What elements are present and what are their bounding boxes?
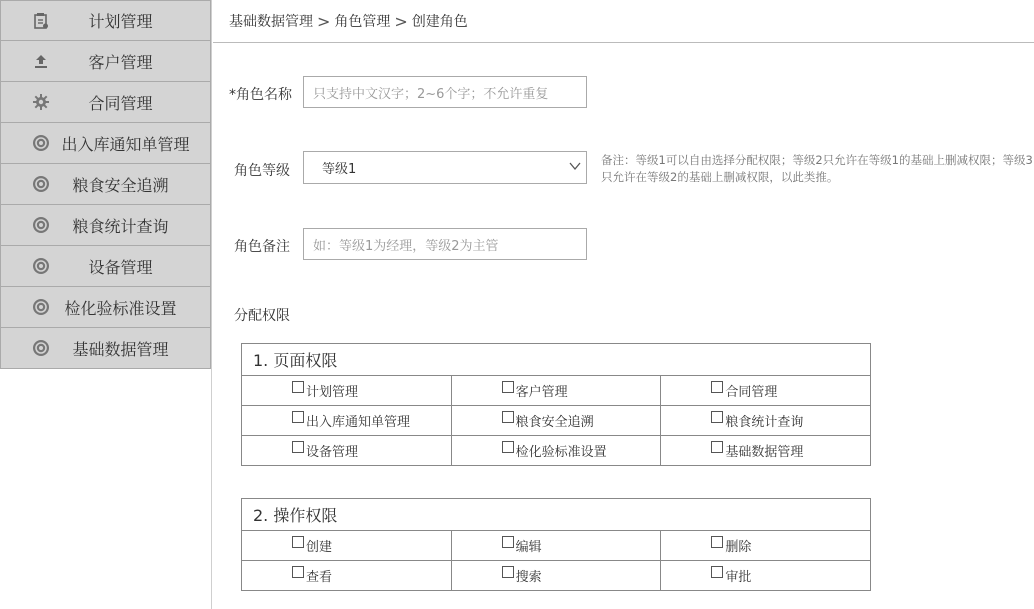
sidebar-item-label: 检化验标准设置 <box>64 298 177 318</box>
checkbox-label: 粮食统计查询 <box>725 414 804 430</box>
checkbox-label: 审批 <box>725 569 752 585</box>
role-remark-label: 角色备注 <box>234 239 290 255</box>
perm-checkbox-create[interactable] <box>292 536 332 555</box>
perm-checkbox-contract[interactable] <box>711 381 777 400</box>
role-name-label: *角色名称 <box>229 87 292 103</box>
role-level-value: 等级1 <box>322 162 357 177</box>
sidebar-item-device[interactable] <box>0 246 211 287</box>
page-permissions-heading: 1. 页面权限 <box>242 344 871 376</box>
chevron-right-icon: > <box>394 11 408 31</box>
checkbox-label: 删除 <box>725 539 752 555</box>
breadcrumb-item-role-mgmt[interactable]: 角色管理 <box>334 14 391 30</box>
sidebar-item-label: 粮食统计查询 <box>72 216 169 236</box>
checkbox-label: 编辑 <box>515 539 542 555</box>
perm-checkbox-customer[interactable] <box>502 381 568 400</box>
checkbox-label: 搜索 <box>515 569 542 585</box>
role-level-label: 角色等级 <box>234 163 290 179</box>
page-permissions-table <box>241 343 871 466</box>
perm-checkbox-approve[interactable] <box>711 566 751 585</box>
perm-checkbox-delete[interactable] <box>711 536 751 555</box>
breadcrumb-item-base-data[interactable]: 基础数据管理 <box>229 14 313 30</box>
sidebar-item-plan[interactable] <box>0 0 211 41</box>
operation-permissions-table <box>241 498 871 591</box>
perm-checkbox-search[interactable] <box>502 566 542 585</box>
perm-checkbox-base-data[interactable] <box>711 441 803 460</box>
checkbox-label: 检化验标准设置 <box>515 444 607 460</box>
role-remark-input[interactable]: 如：等级1为经理，等级2为主管 <box>303 228 587 260</box>
sidebar-item-label: 出入库通知单管理 <box>61 134 190 154</box>
checkbox-label: 创建 <box>306 539 333 555</box>
sidebar-item-label: 设备管理 <box>88 257 153 277</box>
checkbox-label: 设备管理 <box>306 444 359 460</box>
role-name-input[interactable]: 只支持中文汉字；2~6个字；不允许重复 <box>303 76 587 108</box>
sidebar-item-label: 客户管理 <box>88 52 153 72</box>
sidebar-item-label: 粮食安全追溯 <box>72 175 169 195</box>
breadcrumb <box>213 0 1034 43</box>
role-level-note: 备注：等级1可以自由选择分配权限；等级2只允许在等级1的基础上删减权限；等级3只允许在等级2的基础上删减权限，以此类推。 <box>601 153 1033 184</box>
perm-checkbox-plan[interactable] <box>292 381 358 400</box>
sidebar-item-inspection[interactable] <box>0 287 211 328</box>
table-row <box>242 561 871 591</box>
perm-checkbox-grain-stats[interactable] <box>711 411 803 430</box>
perm-checkbox-inspection[interactable] <box>502 441 607 460</box>
perm-checkbox-stock-notice[interactable] <box>292 411 410 430</box>
sidebar <box>0 0 212 609</box>
table-row <box>242 531 871 561</box>
breadcrumb-item-create-role: 创建角色 <box>411 14 468 30</box>
table-row <box>242 436 871 466</box>
sidebar-item-stock-notice[interactable] <box>0 123 211 164</box>
sidebar-item-grain-stats[interactable] <box>0 205 211 246</box>
sidebar-item-customer[interactable] <box>0 41 211 82</box>
checkbox-label: 粮食安全追溯 <box>515 414 594 430</box>
assign-permissions-title: 分配权限 <box>234 308 290 324</box>
operation-permissions-heading: 2. 操作权限 <box>242 499 871 531</box>
checkbox-label: 计划管理 <box>306 384 359 400</box>
role-level-select[interactable] <box>303 151 587 184</box>
perm-checkbox-view[interactable] <box>292 566 332 585</box>
checkbox-label: 客户管理 <box>515 384 568 400</box>
main-content <box>213 0 1034 609</box>
sidebar-item-base-data[interactable] <box>0 328 211 369</box>
sidebar-item-grain-trace[interactable] <box>0 164 211 205</box>
table-row <box>242 376 871 406</box>
chevron-right-icon: > <box>317 11 331 31</box>
sidebar-item-label: 基础数据管理 <box>72 339 169 359</box>
checkbox-label: 出入库通知单管理 <box>306 414 411 430</box>
sidebar-item-label: 计划管理 <box>88 12 153 31</box>
chevron-down-icon <box>568 159 582 177</box>
perm-checkbox-grain-trace[interactable] <box>502 411 594 430</box>
perm-checkbox-edit[interactable] <box>502 536 542 555</box>
perm-checkbox-device[interactable] <box>292 441 358 460</box>
table-row <box>242 406 871 436</box>
sidebar-item-contract[interactable] <box>0 82 211 123</box>
checkbox-label: 基础数据管理 <box>725 444 804 460</box>
checkbox-label: 查看 <box>306 569 333 585</box>
checkbox-label: 合同管理 <box>725 384 778 400</box>
sidebar-item-label: 合同管理 <box>88 93 153 113</box>
